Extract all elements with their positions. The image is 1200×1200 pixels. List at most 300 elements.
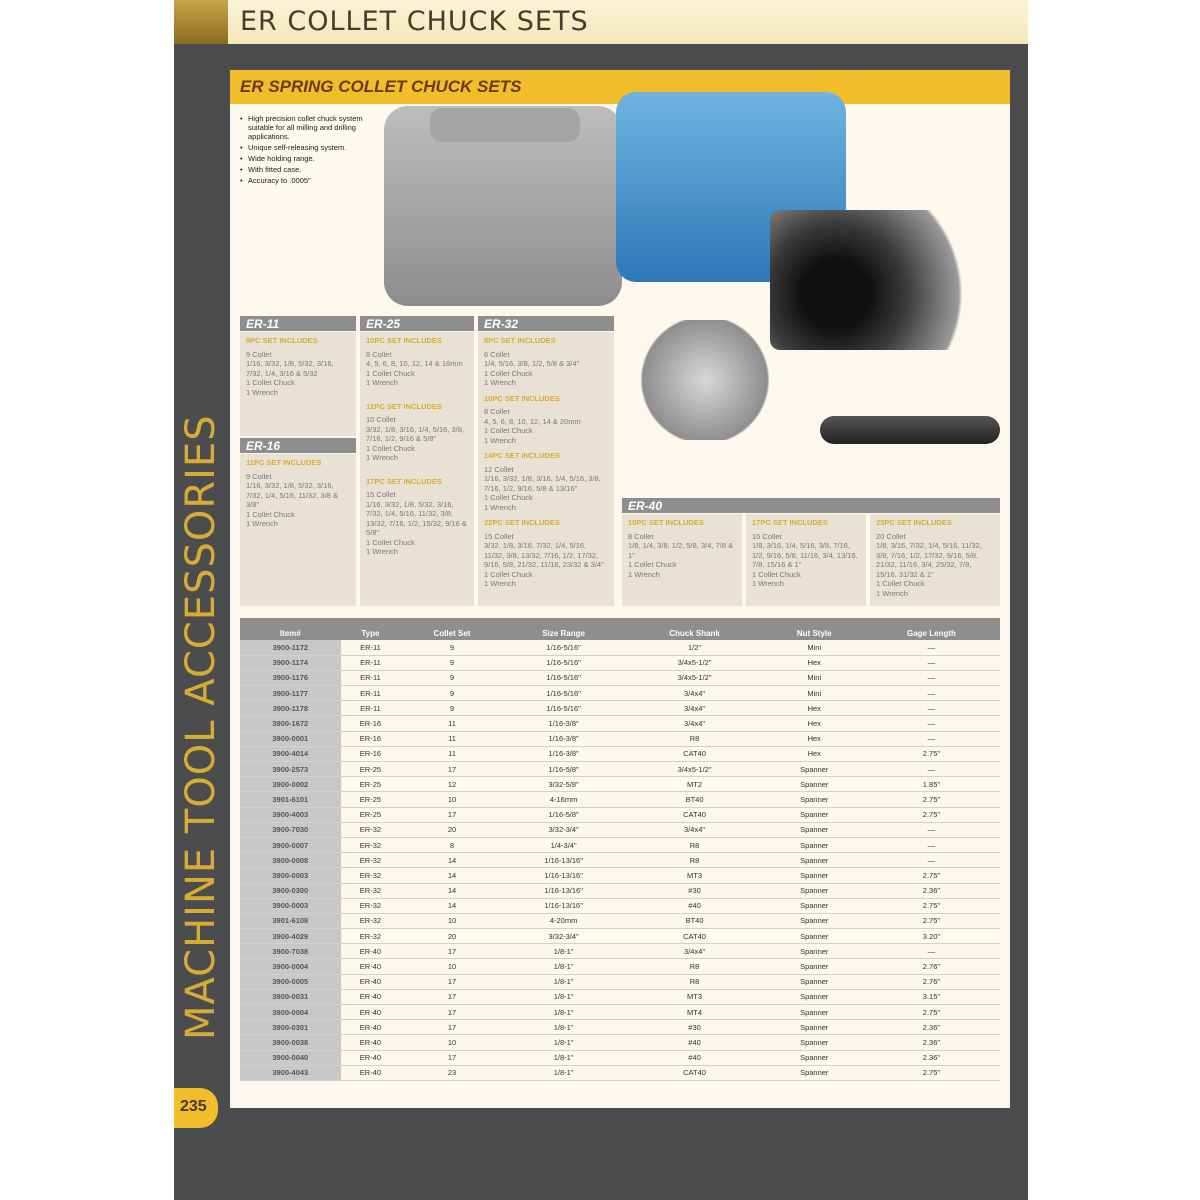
table-cell: #40	[623, 1035, 765, 1050]
table-cell: 1/8-1"	[504, 1020, 624, 1035]
er32-line: 3/32, 1/8, 3/16, 7/32, 1/4, 5/16, 11/32, 3/8, 13/32, 7/16, 1/2, 17/32, 9/16, 5/8, 21/32, 11/16, 23/32 & 3/4"	[484, 541, 604, 569]
table-cell: 9	[400, 655, 504, 670]
table-cell: 3900-0004	[240, 959, 341, 974]
table-cell: ER-11	[341, 701, 401, 716]
table-cell: Spanner	[766, 792, 863, 807]
table-cell: #40	[623, 1050, 765, 1065]
er32-line: 1 Collet Chuck	[484, 368, 533, 378]
table-row	[240, 837, 1000, 852]
er40-line: 1/8, 1/4, 3/8, 1/2, 5/8, 3/4, 7/8 & 1"	[628, 541, 734, 560]
er32-header: ER-32	[478, 316, 614, 331]
table-cell: 1/8-1"	[504, 959, 624, 974]
er25-line: 1 Wrench	[366, 378, 398, 387]
er40-line: 20 Collet	[876, 531, 906, 541]
table-cell: 2.36"	[863, 1020, 1000, 1035]
table-cell: ER-11	[341, 686, 401, 701]
table-cell: ER-40	[341, 1050, 401, 1065]
col-type: Type	[341, 618, 401, 640]
table-cell: ER-40	[341, 959, 401, 974]
er40-line: 1/8, 3/16, 7/32, 1/4, 5/16, 11/32, 3/8, 7/16, 1/2, 17/32, 9/16, 5/8, 21/32, 11/16, 3/4, 25/32, 7/8, 15/16, 31/32 & 1"	[876, 541, 982, 579]
table-cell: 12	[400, 777, 504, 792]
table-cell: 2.75"	[863, 1065, 1000, 1080]
table-cell: 3900-0004	[240, 1005, 341, 1020]
table-row	[240, 883, 1000, 898]
feature-list	[240, 114, 390, 187]
table-cell: 9	[400, 640, 504, 655]
table-cell: Spanner	[766, 868, 863, 883]
table-cell: 3/4x5-1/2"	[623, 655, 765, 670]
table-cell: Spanner	[766, 989, 863, 1004]
table-cell: 10	[400, 1035, 504, 1050]
table-cell: 3901-6101	[240, 792, 341, 807]
table-cell: 9	[400, 686, 504, 701]
er16-panel	[240, 454, 356, 606]
table-cell: 4-20mm	[504, 913, 624, 928]
table-cell: Spanner	[766, 777, 863, 792]
er25-header: ER-25	[360, 316, 474, 331]
table-row	[240, 670, 1000, 685]
table-cell: Spanner	[766, 944, 863, 959]
table-cell: 2.76"	[863, 974, 1000, 989]
table-cell: MT2	[623, 777, 765, 792]
table-cell: R8	[623, 731, 765, 746]
table-cell: 3/4x4"	[623, 716, 765, 731]
collet-chuck-photo	[770, 210, 990, 350]
er16-line: 9 Collet	[246, 471, 272, 481]
feature-item: • High precision collet chuck system suitable for all milling and drilling applications.	[240, 114, 390, 141]
table-cell: 2.75"	[863, 792, 1000, 807]
table-cell: R8	[623, 837, 765, 852]
col-item: Item#	[240, 618, 341, 640]
table-cell: 20	[400, 929, 504, 944]
table-cell: 3900-0001	[240, 731, 341, 746]
table-cell: Hex	[766, 746, 863, 761]
table-cell: Mini	[766, 670, 863, 685]
product-panel	[230, 70, 1010, 1108]
table-cell: 2.75"	[863, 898, 1000, 913]
er11-panel	[240, 332, 356, 436]
er40-panel	[746, 514, 866, 606]
table-cell: 11	[400, 716, 504, 731]
gray-case-handle	[430, 108, 580, 142]
er40-package-title: 17PC SET INCLUDES	[752, 518, 828, 527]
er25-line: 1/16, 3/32, 1/8, 5/32, 3/16, 7/32, 1/4, 5/16, 11/32, 3/8, 13/32, 7/16, 1/2, 15/32, 9/16 & 5/8"	[366, 499, 467, 537]
table-cell: 3/4x4"	[623, 686, 765, 701]
table-row	[240, 655, 1000, 670]
table-cell: 1/2"	[623, 640, 765, 655]
table-cell: Spanner	[766, 1065, 863, 1080]
table-row	[240, 1005, 1000, 1020]
table-cell: MT3	[623, 989, 765, 1004]
table-cell: Hex	[766, 716, 863, 731]
table-cell: 3900-1672	[240, 716, 341, 731]
table-cell: 3900-1177	[240, 686, 341, 701]
table-row	[240, 731, 1000, 746]
table-cell: —	[863, 853, 1000, 868]
table-cell: 3.15"	[863, 989, 1000, 1004]
table-cell: 3900-7038	[240, 944, 341, 959]
table-cell: Spanner	[766, 837, 863, 852]
table-cell: 1/8-1"	[504, 974, 624, 989]
table-cell: 1/16-5/8"	[504, 762, 624, 777]
table-cell: 17	[400, 1005, 504, 1020]
table-cell: Spanner	[766, 883, 863, 898]
table-cell: 2.36"	[863, 883, 1000, 898]
er11-header: ER-11	[240, 316, 356, 331]
table-cell: 2.75"	[863, 1005, 1000, 1020]
table-cell: Spanner	[766, 913, 863, 928]
table-cell: 1/16-13/16"	[504, 883, 624, 898]
table-cell: 3900-4014	[240, 746, 341, 761]
table-cell: MT3	[623, 868, 765, 883]
table-cell: ER-32	[341, 913, 401, 928]
table-cell: R8	[623, 959, 765, 974]
catalog-page	[174, 0, 1028, 1200]
table-cell: CAT40	[623, 807, 765, 822]
er25-line: 4, 5, 6, 8, 10, 12, 14 & 16mm	[366, 359, 463, 368]
er16-line: 1 Collet Chuck	[246, 509, 295, 519]
er32-line: 1/16, 3/32, 1/8, 3/16, 1/4, 5/16, 3/8, 7/16, 1/2, 9/16, 5/8 & 13/16"	[484, 474, 601, 493]
er32-line: 1 Collet Chuck	[484, 426, 533, 435]
table-cell: 1/16-5/16"	[504, 640, 624, 655]
table-cell: 1/16-5/16"	[504, 670, 624, 685]
table-cell: 3901-6108	[240, 913, 341, 928]
table-row	[240, 1035, 1000, 1050]
er25-line: 1 Collet Chuck	[366, 443, 415, 453]
table-cell: 1/8-1"	[504, 1065, 624, 1080]
er40-line: 1 Wrench	[752, 579, 784, 588]
table-cell: BT40	[623, 792, 765, 807]
table-cell: 1/16-3/8"	[504, 731, 624, 746]
table-cell: 9	[400, 701, 504, 716]
feature-item: • With fitted case.	[240, 165, 390, 174]
table-cell: 17	[400, 944, 504, 959]
er16-header: ER-16	[240, 438, 356, 453]
er25-panel	[360, 332, 474, 606]
er32-line: 1 Collet Chuck	[484, 569, 533, 579]
table-row	[240, 807, 1000, 822]
table-row	[240, 959, 1000, 974]
table-cell: —	[863, 640, 1000, 655]
table-cell: 20	[400, 822, 504, 837]
table-row	[240, 686, 1000, 701]
table-cell: 3900-1174	[240, 655, 341, 670]
table-row	[240, 1020, 1000, 1035]
table-cell: 3900-1172	[240, 640, 341, 655]
table-cell: 11	[400, 746, 504, 761]
col-gage-length: Gage Length	[863, 618, 1000, 640]
table-cell: Spanner	[766, 929, 863, 944]
table-cell: 3900-1176	[240, 670, 341, 685]
table-row	[240, 777, 1000, 792]
table-row	[240, 640, 1000, 655]
table-header-row	[240, 618, 1000, 640]
table-cell: 17	[400, 989, 504, 1004]
table-row	[240, 974, 1000, 989]
table-cell: 1/16-3/8"	[504, 716, 624, 731]
er25-line: 10 Collet	[366, 415, 396, 424]
table-cell: ER-32	[341, 868, 401, 883]
er32-package-title: 8PC SET INCLUDES	[484, 336, 556, 345]
er40-line: 1 Wrench	[628, 569, 660, 579]
table-cell: Spanner	[766, 853, 863, 868]
table-cell: 3900-0040	[240, 1050, 341, 1065]
table-cell: 3900-2573	[240, 762, 341, 777]
er32-package-title: 22PC SET INCLUDES	[484, 518, 560, 527]
er11-line: 1 Collet Chuck	[246, 378, 295, 387]
er40-line: 1 Collet Chuck	[628, 560, 677, 569]
table-cell: ER-16	[341, 746, 401, 761]
table-cell: #30	[623, 1020, 765, 1035]
table-cell: Spanner	[766, 807, 863, 822]
table-row	[240, 792, 1000, 807]
table-cell: 14	[400, 868, 504, 883]
spanner-wrench-photo	[820, 416, 1000, 444]
table-cell: ER-40	[341, 1035, 401, 1050]
table-cell: ER-32	[341, 822, 401, 837]
table-cell: 1/8-1"	[504, 989, 624, 1004]
er25-line: 1 Wrench	[366, 453, 398, 462]
table-cell: 2.36"	[863, 1035, 1000, 1050]
table-cell: 17	[400, 974, 504, 989]
er25-line: 1 Collet Chuck	[366, 537, 415, 547]
er32-line: 1 Wrench	[484, 378, 516, 387]
header-bar	[174, 0, 1028, 44]
feature-item: • Wide holding range.	[240, 154, 390, 163]
er32-line: 1 Collet Chuck	[484, 493, 533, 502]
er11-package-title: 9PC SET INCLUDES	[246, 336, 318, 345]
table-cell: 3/4x4"	[623, 822, 765, 837]
table-cell: CAT40	[623, 746, 765, 761]
er32-line: 1 Wrench	[484, 502, 516, 512]
er16-line: 1/16, 3/32, 1/8, 5/32, 3/16, 7/32, 1/4, 5/16, 11/32, 3/8 & 3/8"	[246, 481, 339, 509]
er32-line: 1 Wrench	[484, 435, 516, 445]
table-cell: ER-25	[341, 777, 401, 792]
table-cell: 2.36"	[863, 1050, 1000, 1065]
table-cell: Mini	[766, 640, 863, 655]
table-cell: 3900-0038	[240, 1035, 341, 1050]
section-title: ER SPRING COLLET CHUCK SETS	[240, 77, 522, 96]
er32-line: 15 Collet	[484, 531, 514, 541]
table-cell: #30	[623, 883, 765, 898]
table-cell: 3/32-3/4"	[504, 929, 624, 944]
table-cell: Spanner	[766, 974, 863, 989]
table-cell: 17	[400, 1050, 504, 1065]
col-size-range: Size Range	[504, 618, 624, 640]
table-cell: 3900-4043	[240, 1065, 341, 1080]
table-cell: ER-32	[341, 898, 401, 913]
er40-line: 1/8, 3/16, 1/4, 5/16, 3/8, 7/16, 1/2, 9/16, 5/8, 11/16, 3/4, 13/16, 7/8, 15/16 & 1"	[752, 541, 858, 569]
table-row	[240, 913, 1000, 928]
table-cell: Mini	[766, 686, 863, 701]
er40-line: 8 Collet	[628, 531, 654, 541]
table-cell: —	[863, 716, 1000, 731]
er40-package-title: 23PC SET INCLUDES	[876, 518, 952, 527]
er25-line: 15 Collet	[366, 490, 396, 499]
table-cell: Spanner	[766, 1005, 863, 1020]
table-cell: —	[863, 670, 1000, 685]
table-cell: 3900-0002	[240, 777, 341, 792]
table-cell: BT40	[623, 913, 765, 928]
table-cell: 3/4x4"	[623, 944, 765, 959]
table-row	[240, 822, 1000, 837]
table-cell: 3/4x4"	[623, 701, 765, 716]
er32-line: 1/4, 5/16, 3/8, 1/2, 5/8 & 3/4"	[484, 359, 580, 368]
table-cell: 3900-0003	[240, 868, 341, 883]
table-cell: Spanner	[766, 1035, 863, 1050]
er40-line: 1 Wrench	[876, 588, 908, 598]
table-cell: Spanner	[766, 1020, 863, 1035]
table-cell: 1/16-13/16"	[504, 868, 624, 883]
table-cell: 8	[400, 837, 504, 852]
table-cell: 17	[400, 762, 504, 777]
collets-photo	[620, 320, 790, 440]
table-cell: ER-40	[341, 1020, 401, 1035]
er25-line: 1 Collet Chuck	[366, 368, 415, 378]
vertical-category-title: MACHINE TOOL ACCESSORIES	[178, 414, 224, 1040]
table-cell: 1/8-1"	[504, 1005, 624, 1020]
table-cell: 2.75"	[863, 913, 1000, 928]
table-cell: 10	[400, 959, 504, 974]
table-cell: 1/8-1"	[504, 1050, 624, 1065]
table-cell: 3/4x5-1/2"	[623, 670, 765, 685]
table-cell: 3900-0301	[240, 1020, 341, 1035]
er32-line: 1 Wrench	[484, 579, 516, 588]
table-cell: 9	[400, 670, 504, 685]
table-row	[240, 701, 1000, 716]
table-cell: 14	[400, 898, 504, 913]
er40-package-title: 10PC SET INCLUDES	[628, 518, 704, 527]
table-cell: Hex	[766, 655, 863, 670]
table-cell: 3900-7030	[240, 822, 341, 837]
table-cell: 1/16-3/8"	[504, 746, 624, 761]
table-cell: 17	[400, 807, 504, 822]
table-cell: ER-25	[341, 807, 401, 822]
table-cell: ER-16	[341, 716, 401, 731]
table-cell: 1/16-5/16"	[504, 655, 624, 670]
table-cell: MT4	[623, 1005, 765, 1020]
table-cell: —	[863, 944, 1000, 959]
page-title: ER COLLET CHUCK SETS	[240, 6, 589, 37]
table-cell: 1.85"	[863, 777, 1000, 792]
page-number-tab	[174, 1088, 218, 1128]
table-cell: 3900-1178	[240, 701, 341, 716]
table-cell: CAT40	[623, 929, 765, 944]
table-cell: ER-40	[341, 974, 401, 989]
table-cell: 3.20"	[863, 929, 1000, 944]
table-cell: R8	[623, 853, 765, 868]
table-cell: 1/16-5/16"	[504, 686, 624, 701]
table-cell: CAT40	[623, 1065, 765, 1080]
er40-line: 15 Collet	[752, 531, 782, 541]
table-cell: —	[863, 701, 1000, 716]
table-cell: —	[863, 655, 1000, 670]
er25-package-title: 17PC SET INCLUDES	[366, 476, 442, 486]
table-cell: 3900-0300	[240, 883, 341, 898]
er32-line: 8 Collet	[484, 407, 510, 416]
table-cell: ER-40	[341, 989, 401, 1004]
table-cell: 4-16mm	[504, 792, 624, 807]
table-cell: ER-40	[341, 1065, 401, 1080]
table-cell: 1/8-1"	[504, 944, 624, 959]
table-cell: —	[863, 837, 1000, 852]
table-cell: 2.75"	[863, 746, 1000, 761]
table-cell: 14	[400, 853, 504, 868]
feature-item: • Unique self-releasing system.	[240, 143, 390, 152]
table-cell: ER-11	[341, 670, 401, 685]
er25-line: 3/32, 1/8, 3/16, 1/4, 5/16, 3/8, 7/16, 1/2, 9/16 & 5/8"	[366, 424, 464, 443]
table-cell: Spanner	[766, 1050, 863, 1065]
er11-line: 1/16, 3/32, 1/8, 5/32, 3/16, 7/32, 1/4, 3/16 & 5/32	[246, 359, 334, 378]
table-row	[240, 868, 1000, 883]
er32-package-title: 10PC SET INCLUDES	[484, 393, 560, 403]
table-row	[240, 853, 1000, 868]
table-cell: 3/32-5/8"	[504, 777, 624, 792]
er40-header: ER-40	[622, 498, 1000, 513]
table-cell: 3900-0031	[240, 989, 341, 1004]
page-number: 235	[180, 1098, 207, 1115]
table-cell: 3/32-3/4"	[504, 822, 624, 837]
brand-logo	[174, 0, 228, 44]
er25-line: 1 Wrench	[366, 547, 398, 556]
table-cell: Hex	[766, 731, 863, 746]
table-row	[240, 716, 1000, 731]
table-cell: 2.76"	[863, 959, 1000, 974]
table-row	[240, 944, 1000, 959]
table-cell: #40	[623, 898, 765, 913]
table-cell: 2.75"	[863, 868, 1000, 883]
feature-item: • Accuracy to .0005"	[240, 176, 390, 185]
table-cell: ER-11	[341, 640, 401, 655]
table-cell: Spanner	[766, 898, 863, 913]
table-cell: 1/8-1"	[504, 1035, 624, 1050]
table-cell: 17	[400, 1020, 504, 1035]
er16-package-title: 11PC SET INCLUDES	[246, 458, 322, 467]
table-cell: 3900-0003	[240, 898, 341, 913]
table-cell: 10	[400, 913, 504, 928]
table-row	[240, 898, 1000, 913]
table-cell: 3900-0005	[240, 974, 341, 989]
col-chuck-shank: Chuck Shank	[623, 618, 765, 640]
er40-panel	[622, 514, 742, 606]
table-cell: ER-40	[341, 944, 401, 959]
er40-line: 1 Collet Chuck	[876, 579, 925, 588]
table-cell: 3900-0007	[240, 837, 341, 852]
table-cell: 1/16-13/16"	[504, 898, 624, 913]
col-nut-style: Nut Style	[766, 618, 863, 640]
table-cell: —	[863, 822, 1000, 837]
er25-line: 8 Collet	[366, 349, 392, 359]
table-cell: 11	[400, 731, 504, 746]
table-cell: Hex	[766, 701, 863, 716]
er11-line: 1 Wrench	[246, 387, 278, 397]
table-cell: ER-11	[341, 655, 401, 670]
table-cell: 2.75"	[863, 807, 1000, 822]
table-row	[240, 989, 1000, 1004]
table-cell: 10	[400, 792, 504, 807]
table-cell: 3900-4029	[240, 929, 341, 944]
table-cell: 14	[400, 883, 504, 898]
table-cell: 1/16-5/16"	[504, 701, 624, 716]
table-row	[240, 1065, 1000, 1080]
er25-package-title: 10PC SET INCLUDES	[366, 336, 442, 345]
table-cell: 1/16-13/16"	[504, 853, 624, 868]
table-row	[240, 746, 1000, 761]
er25-package-title: 12PC SET INCLUDES	[366, 401, 442, 411]
table-cell: 3900-0008	[240, 853, 341, 868]
table-row	[240, 762, 1000, 777]
table-cell: 1/4-3/4"	[504, 837, 624, 852]
